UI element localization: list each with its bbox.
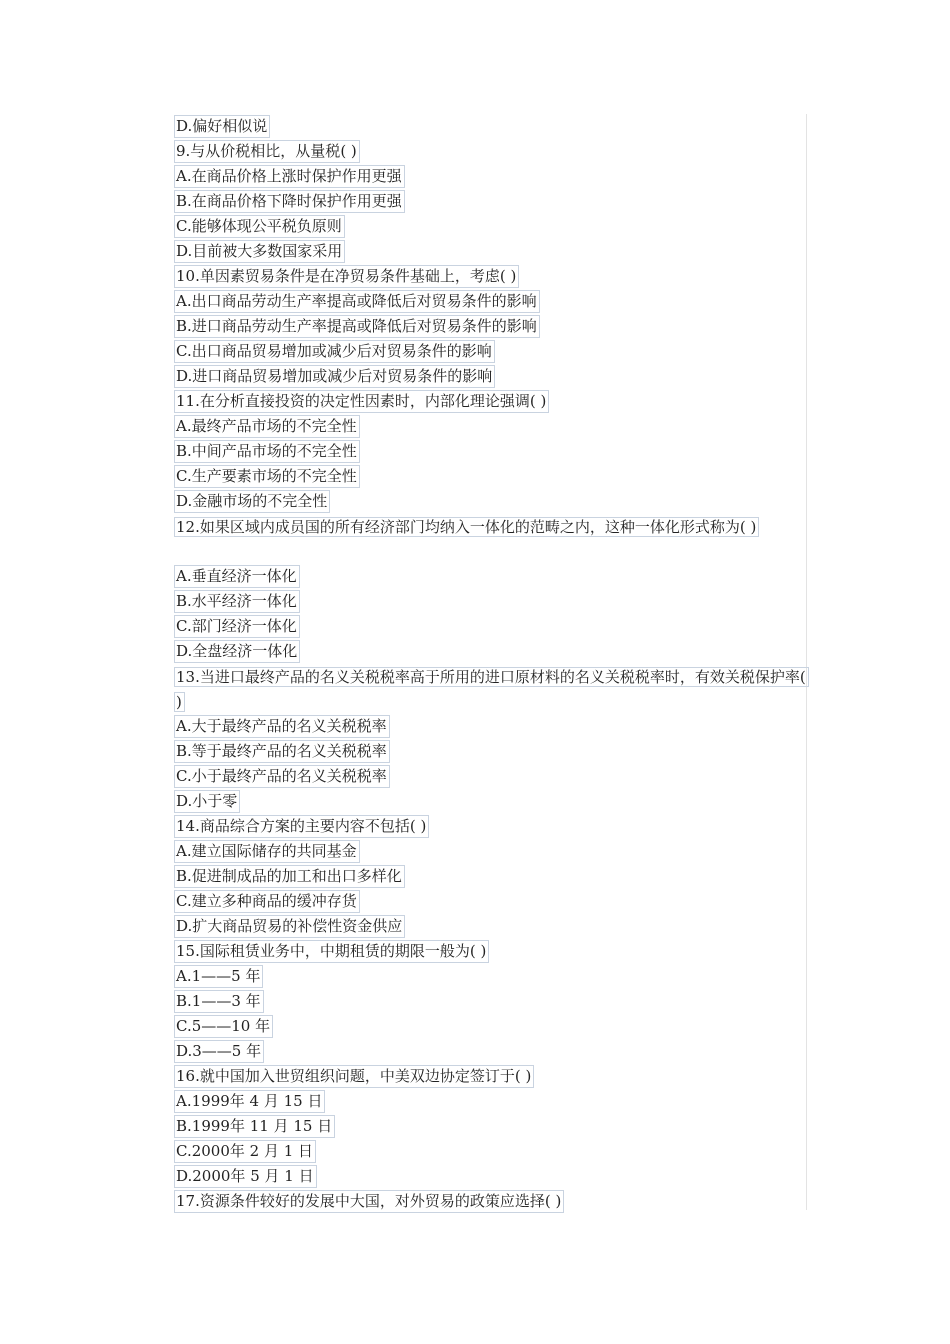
question-line: 16.就中国加入世贸组织问题，中美双边协定签订于( ) <box>174 1065 808 1088</box>
option-line: B.中间产品市场的不完全性 <box>174 440 808 463</box>
option-line: D.小于零 <box>174 790 808 813</box>
question-line: 13.当进口最终产品的名义关税税率高于所用的进口原材料的名义关税税率时，有效关税保护率( ) <box>174 665 808 713</box>
option-line: B.1——3 年 <box>174 990 808 1013</box>
question-line: 14.商品综合方案的主要内容不包括( ) <box>174 815 808 838</box>
option-line: D.2000年 5 月 1 日 <box>174 1165 808 1188</box>
question-line: 12.如果区域内成员国的所有经济部门均纳入一体化的范畴之内，这种一体化形式称为( ) <box>174 515 808 563</box>
option-line: A.最终产品市场的不完全性 <box>174 415 808 438</box>
option-line: C.2000年 2 月 1 日 <box>174 1140 808 1163</box>
option-line: A.出口商品劳动生产率提高或降低后对贸易条件的影响 <box>174 290 808 313</box>
option-line: D.3——5 年 <box>174 1040 808 1063</box>
option-line: B.促进制成品的加工和出口多样化 <box>174 865 808 888</box>
question-line: 17.资源条件较好的发展中大国，对外贸易的政策应选择( ) <box>174 1190 808 1213</box>
option-line: A.大于最终产品的名义关税税率 <box>174 715 808 738</box>
document-body <box>174 115 808 1215</box>
option-line: A.1——5 年 <box>174 965 808 988</box>
question-line: 11.在分析直接投资的决定性因素时，内部化理论强调( ) <box>174 390 808 413</box>
option-line: C.出口商品贸易增加或减少后对贸易条件的影响 <box>174 340 808 363</box>
question-line: 9.与从价税相比，从量税( ) <box>174 140 808 163</box>
option-line: D.进口商品贸易增加或减少后对贸易条件的影响 <box>174 365 808 388</box>
option-line: B.1999年 11 月 15 日 <box>174 1115 808 1138</box>
option-line: C.能够体现公平税负原则 <box>174 215 808 238</box>
option-line: C.小于最终产品的名义关税税率 <box>174 765 808 788</box>
option-line: B.在商品价格下降时保护作用更强 <box>174 190 808 213</box>
option-line: D.偏好相似说 <box>174 115 808 138</box>
question-line: 10.单因素贸易条件是在净贸易条件基础上，考虑( ) <box>174 265 808 288</box>
option-line: B.水平经济一体化 <box>174 590 808 613</box>
option-line: C.部门经济一体化 <box>174 615 808 638</box>
option-line: C.生产要素市场的不完全性 <box>174 465 808 488</box>
option-line: D.金融市场的不完全性 <box>174 490 808 513</box>
option-line: A.建立国际储存的共同基金 <box>174 840 808 863</box>
option-line: C.5——10 年 <box>174 1015 808 1038</box>
option-line: B.进口商品劳动生产率提高或降低后对贸易条件的影响 <box>174 315 808 338</box>
option-line: A.垂直经济一体化 <box>174 565 808 588</box>
option-line: A.1999年 4 月 15 日 <box>174 1090 808 1113</box>
question-line: 15.国际租赁业务中，中期租赁的期限一般为( ) <box>174 940 808 963</box>
option-line: C.建立多种商品的缓冲存货 <box>174 890 808 913</box>
option-line: D.扩大商品贸易的补偿性资金供应 <box>174 915 808 938</box>
option-line: D.目前被大多数国家采用 <box>174 240 808 263</box>
option-line: A.在商品价格上涨时保护作用更强 <box>174 165 808 188</box>
option-line: D.全盘经济一体化 <box>174 640 808 663</box>
option-line: B.等于最终产品的名义关税税率 <box>174 740 808 763</box>
